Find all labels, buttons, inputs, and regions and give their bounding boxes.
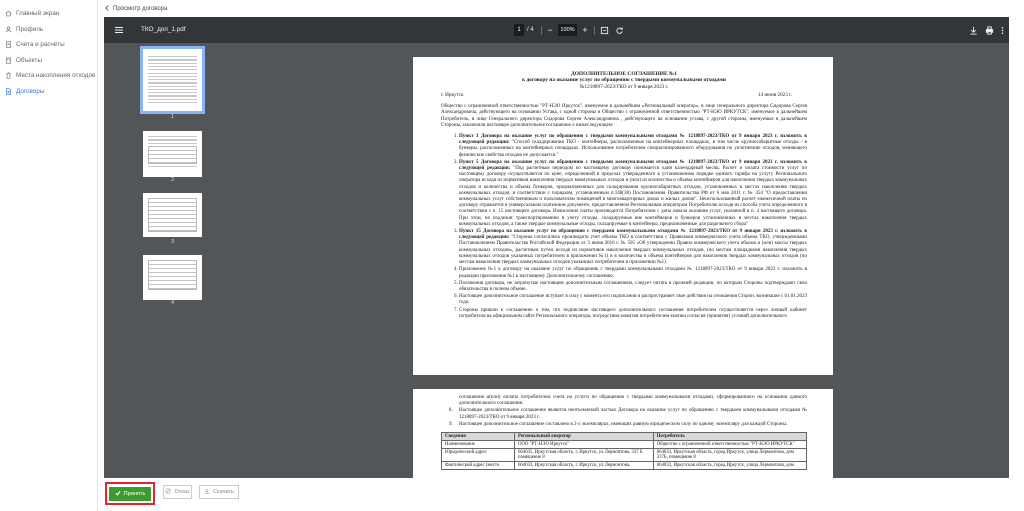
thumbnail-page[interactable]: [143, 193, 202, 237]
clause-number: 9.: [449, 421, 453, 427]
document-clause: [449, 421, 807, 428]
download-icon[interactable]: [968, 25, 978, 35]
clause-text: "Способ складирования ТКО - контейнеры, расположенные на контейнерных площадках, в том числе крупногабаритные отходы - в бункеры, расположенных на контейнерных площадках. Использование потребителем специализированного оборудования по уплотнению отходов, меняющего физические свойства отходов не допускается.": [459, 140, 807, 158]
sidebar-item-label: Главный экран: [16, 10, 60, 18]
pdf-filename: ТКО_доп_1.pdf: [141, 26, 186, 33]
document-clause: [459, 281, 807, 293]
pdf-toolbar: [104, 17, 1009, 43]
table-cell: Юридический адрес: [442, 449, 515, 462]
more-options-icon[interactable]: [997, 25, 1007, 35]
sidebar-item-waste-sites[interactable]: [0, 68, 97, 84]
sidebar: [0, 0, 98, 511]
clause-heading: Пункт 3 Договора на оказание услуг по обращению с твердыми коммунальными отходами № 1218897-2023/ТКО от 9 января 2023 г. изложить в следующей редакции:: [459, 134, 807, 146]
table-header-row: [442, 433, 807, 441]
thumbnail-number: 4: [170, 300, 175, 306]
trash-icon: [4, 72, 12, 80]
document-subtitle: к договору на оказание услуг по обращению с твердыми коммунальными отходами: [522, 77, 726, 84]
breadcrumb-label: Просмотр договора: [113, 6, 168, 12]
document-number: №1218897-2023/ТКО от 9 января 2023 г.: [579, 83, 669, 90]
pdf-viewer: [104, 17, 1009, 478]
clause-text: Положения договора, не затронутые настоящим дополнительным соглашением, следует читать в прежней редакции, по которым Стороны подтверждают свои обязательства в полном объеме.: [459, 280, 807, 292]
clause-heading: Пункт 15 Договора на оказание услуг по обращению с твердыми коммунальными отходами № 1218897-2023/ТКО от 9 января 2023 г. изложить в следующей редакции:: [459, 229, 807, 241]
table-row: [442, 462, 807, 470]
document-clause: [459, 134, 807, 159]
document-clause: [459, 267, 807, 279]
document-clauses: [441, 134, 807, 320]
user-icon: [4, 25, 12, 33]
clause-text: Настоящее дополнительное соглашение вступает в силу с момента его подписания и распространяет свое действия на отношения Сторон, возникшие с 01.01.2023 года.: [459, 294, 807, 306]
requisites-table: [441, 432, 807, 470]
zoom-out-button[interactable]: −: [547, 25, 553, 35]
accept-button[interactable]: [109, 487, 151, 501]
sidebar-item-label: Профиль: [16, 25, 44, 33]
thumbnail-number: 1: [170, 114, 175, 120]
clause-text: "Под расчетным периодом по настоящему договору понимается один календарный месяц. Расчет и оплата стоимости услуг по настоящему договору осуществляется по цене, определенной в пределах утвержденного в установленном порядке единого тарифа на услугу Регионального оператора исходя из нормативов накопления твердых коммунальных отходов и (или) из количества и объема контейнеров для накопления твердых коммунальных отходов и количества и объема бункеров, предназначенных для складирования крупногабаритных отходов, установленных в местах накопления твердых коммунальных отходов, в соответствии с порядком, установленным п.148(38) Постановления Правительства РФ от 6 мая 2011 г. № 354 "О предоставлении коммунальных услуг собственникам и пользователям помещений в многоквартирных домах и жилых домов". Неиспользованный расчет ежемесячной платы по договору отражается в универсальном платежном документе, предоставленном Региональным оператором Потребителю исходя из способа учета определенного в соответствии с п. 15 настоящего договора. Начисление платы производится Потребителем с даты начала оказания услуг, указанной в п. 4 настоящего договора. При этом, не подлежат транспортированию в учету отходы, складируемые вне контейнеров и бункеров установленных в местах накопления твердых коммунальных отходов, а также твердые коммунальные отходы, складируемые в контейнеры, предназначенные для раздельного сбора": [459, 166, 807, 227]
document-clause: [449, 408, 807, 420]
menu-icon[interactable]: [114, 25, 124, 35]
clause-heading: Пункт 5 Договора на оказание услуг по обращению с твердыми коммунальными отходами № 1218897-2023/ТКО от 9 января 2023 г. изложить в следующей редакции:: [459, 159, 807, 172]
document-icon: [4, 87, 12, 95]
fit-page-icon[interactable]: [599, 25, 609, 35]
print-icon[interactable]: [984, 25, 994, 35]
home-icon: [4, 10, 12, 18]
rotate-icon[interactable]: [614, 25, 624, 35]
document-date: 14 июня 2023 г.: [757, 92, 792, 99]
sidebar-item-label: Места накопления отходов: [16, 72, 96, 80]
main-content: [98, 0, 1024, 511]
accept-highlight: [105, 482, 155, 505]
refuse-label: Отказ: [174, 489, 190, 495]
sidebar-item-contracts[interactable]: [0, 84, 97, 100]
thumbnail-page[interactable]: [143, 131, 202, 177]
sidebar-item-home[interactable]: [0, 6, 97, 22]
clause-continuation: соглашения и(или) оплаты потребителем счета на услуги по обращению с твердыми коммунальными отходами, сформированного на основании данного дополнительного соглашения.: [459, 395, 807, 407]
sidebar-item-label: Договоры: [16, 87, 45, 95]
bill-icon: [4, 41, 12, 49]
thumbnail-number: 3: [170, 239, 175, 245]
table-header: Потребитель: [653, 433, 806, 441]
table-row: [442, 441, 807, 449]
page-number-input[interactable]: 1: [514, 24, 524, 36]
document-city: г. Иркутск: [441, 92, 464, 99]
sidebar-item-bills[interactable]: [0, 37, 97, 53]
zoom-level-input[interactable]: 100%: [558, 24, 577, 36]
download-button[interactable]: [199, 485, 239, 499]
thumbnail-page[interactable]: [143, 255, 202, 300]
table-cell: ООО "РТ-НЭО Иркутск": [515, 441, 654, 449]
back-arrow-icon[interactable]: [104, 5, 110, 13]
document-clause: [459, 160, 807, 228]
table-header: Региональный оператор: [515, 433, 654, 441]
clause-text: Приложение №1 к договору на оказание услуг по обращению с твердыми коммунальными отходами № 1218897-2023/ТКО от 9 января 2023 г. изложить в редакции приложения №1 к настоящему Дополнительному соглашению.: [459, 267, 807, 279]
table-cell: Фактический адрес (место: [442, 462, 515, 470]
download-label: Скачать: [213, 489, 234, 495]
document-clause: [459, 308, 807, 320]
action-bar: [98, 478, 1024, 511]
document-title: ДОПОЛНИТЕЛЬНОЕ СОГЛАШЕНИЕ №1: [570, 71, 678, 77]
building-icon: [4, 56, 12, 64]
table-cell: 664033, Иркутская область, город Иркутск, улица Лермонтова, дом: [653, 462, 806, 470]
thumbnail-sidebar: [104, 43, 232, 478]
document-clause: [459, 229, 807, 266]
cancel-circle-icon: [165, 488, 171, 496]
zoom-in-button[interactable]: +: [582, 25, 588, 35]
table-row: [442, 449, 807, 462]
table-cell: 664033, Иркутская область, г. Иркутск, ул.Лермонтова,: [515, 462, 654, 470]
clause-text: Настоящее дополнительное соглашение составлено в 2-х экземплярах, имеющих равную юридическую силу по одному экземпляру для каждой Стороны.: [459, 421, 788, 427]
clause-number: 8.: [449, 408, 453, 414]
table-cell: Общество с ограниченной ответственностью "РТ-НЭО ИРКУТСК": [653, 441, 806, 449]
table-cell: 664035, Иркутская область, г. Иркутск, ул.Лермонтова, 337 Б помещение 8: [515, 449, 654, 462]
toolbar-divider: [594, 26, 595, 35]
pdf-page: [413, 57, 833, 375]
clause-text: "Стороны согласились производить учет объема ТКО в соответствии с Правилами коммерческого учета объема ТКО, утвержденными Постановлением Правительства Российской Федерации от 3 июня 2016 г. № 505 «Об утверждении Правил коммерческого учета объема и (или) массы твердых коммунальных отходов», расчетным путем исходя из нормативов накопления твердых коммунальных отходов, (по местам площадками накопления твердых коммунальных отходов указанных потребителем в приложении №1) и в количества и объема контейнеров для накопления твердых коммунальных отходов (по местам накопления твердых коммунальных отходов указанных потребителем в приложении №1).: [459, 235, 807, 266]
toolbar-divider: [541, 26, 542, 35]
refuse-button[interactable]: [163, 485, 192, 499]
page-total: / 4: [527, 27, 534, 33]
breadcrumb: [104, 5, 167, 13]
sidebar-item-profile[interactable]: [0, 22, 97, 38]
city-date-row: [441, 92, 807, 98]
table-cell: 664033, Иркутская область, город Иркутск, улица Лермонтова, дом 337Б, помещение 8: [653, 449, 806, 462]
download-icon: [204, 488, 210, 496]
thumbnail-number: 2: [170, 177, 175, 183]
check-icon: [115, 490, 121, 498]
sidebar-item-objects[interactable]: [0, 53, 97, 69]
document-clause: [459, 294, 807, 306]
table-header: Сведения: [442, 433, 515, 441]
document-clauses: [441, 395, 807, 428]
sidebar-item-label: Объекты: [16, 56, 42, 64]
pdf-page: [413, 389, 833, 478]
clause-text: Стороны пришли к соглашению о том, что подписание настоящего дополнительного соглашения потребителем осуществляется через личный кабинет потребителя на официальном сайте Регионального оператора, посредством нажатия потребителем кнопки согласия (принятия) условий дополнительного: [459, 307, 807, 319]
accept-label: Принять: [123, 491, 146, 497]
table-cell: Наименование: [442, 441, 515, 449]
clause-text: Настоящее дополнительное соглашение является неотъемлемой частью Договора на оказание услуг по обращению с твердыми коммунальными отходами № 1218897-2023/ТКО от 9 января 2023 г.: [459, 408, 807, 420]
sidebar-item-label: Счета и расчёты: [16, 41, 65, 49]
document-intro: Общество с ограниченной ответственностью "РТ-НЭО Иркутск", именуемое в дальнейшем «Региональный оператор», в лице генерального директора Сидорова Сергея Александровича, действующего на основании Устава, с одной стороны и Общество с ограниченной ответственностью "РТ-НЭО ИРКУТСК", именуемое в дальнейшем Потребитель, в лице Генерального директора Сидорова Сергея Александровича , действующего на основании устава, с другой стороны, именуемые в дальнейшем Стороны, заключили настоящее дополнительное соглашение о нижеследующем:: [441, 104, 807, 128]
thumbnail-page[interactable]: [143, 49, 202, 111]
